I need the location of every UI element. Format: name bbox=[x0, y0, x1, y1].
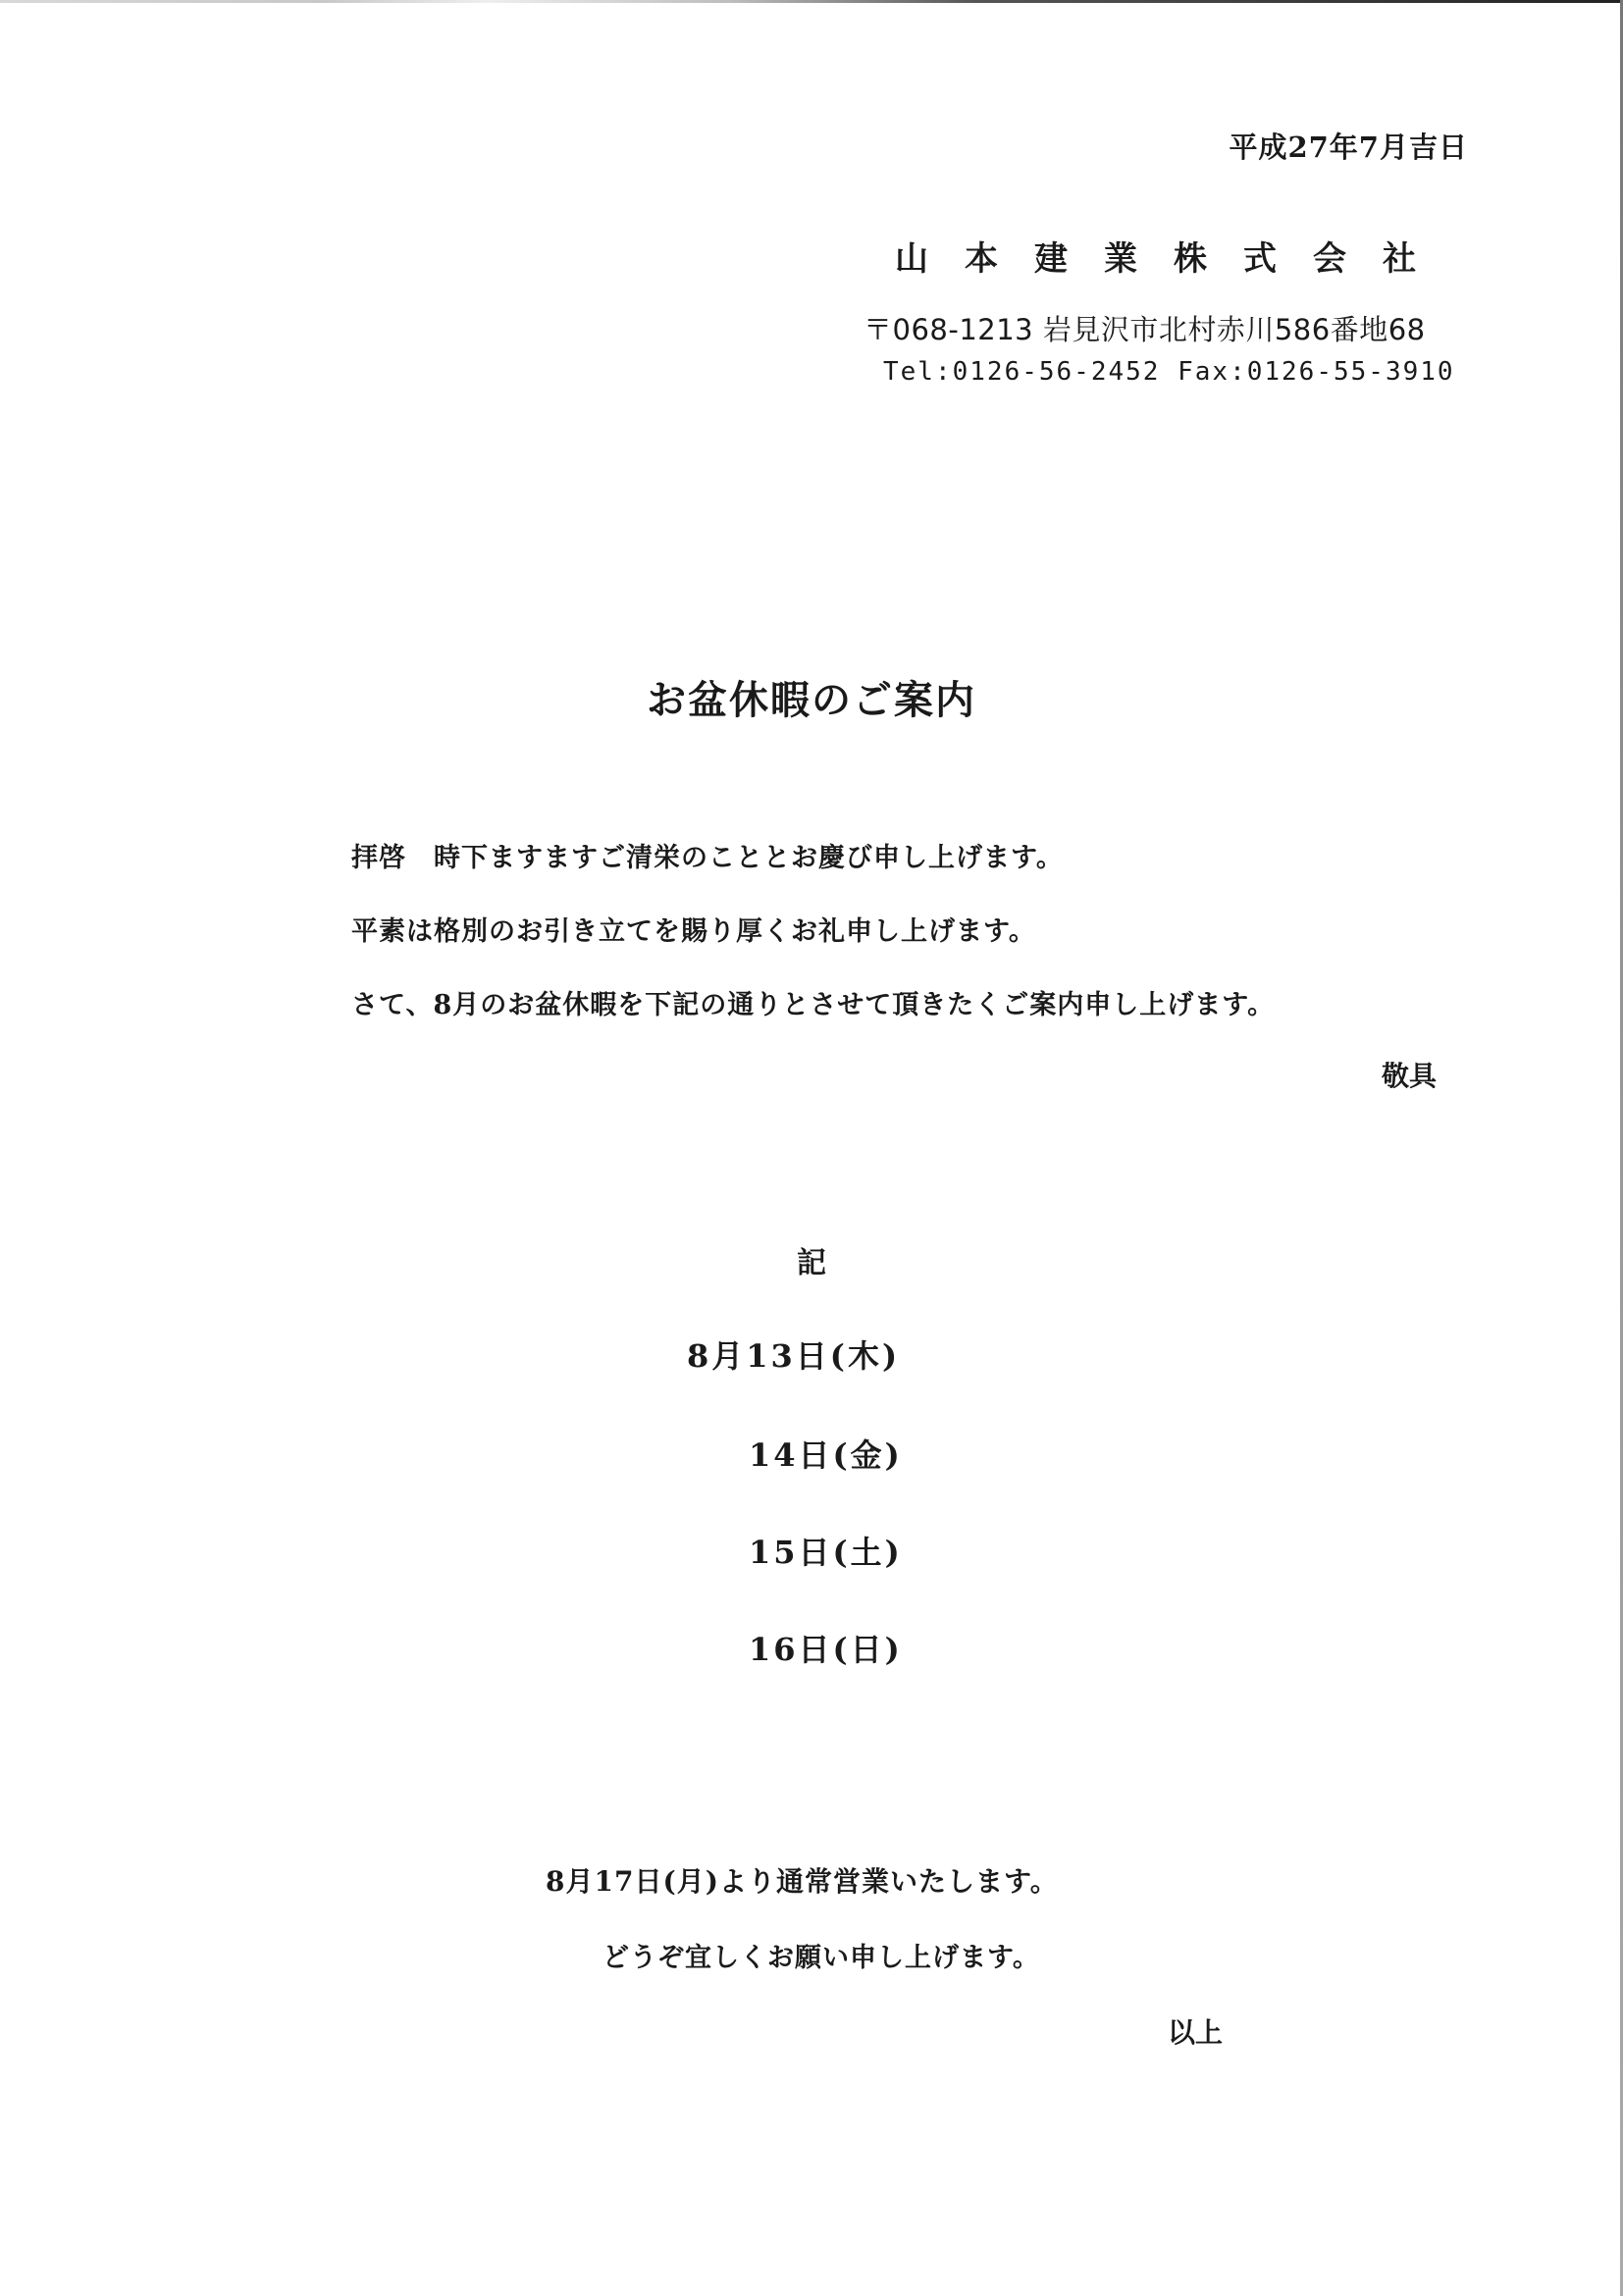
scan-edge-top bbox=[0, 0, 1623, 3]
closing-salutation: 敬具 bbox=[1381, 1060, 1437, 1092]
company-contact: Tel:0126-56-2452 Fax:0126-55-3910 bbox=[883, 357, 1455, 387]
end-mark: 以上 bbox=[1168, 2016, 1224, 2049]
holiday-date: 16日(日) bbox=[749, 1631, 903, 1668]
holiday-date: 15日(土) bbox=[749, 1534, 903, 1571]
resume-notice: 8月17日(月)より通常営業いたします。 bbox=[546, 1865, 1059, 1898]
document-title: お盆休暇のご案内 bbox=[647, 677, 976, 723]
company-name: 山本建業株式会社 bbox=[895, 239, 1452, 279]
ki-heading: 記 bbox=[797, 1246, 826, 1280]
body-line-greeting: 拝啓 時下ますますご清栄のこととお慶び申し上げます。 bbox=[351, 843, 1064, 873]
company-address: 〒068-1213 岩見沢市北村赤川586番地68 bbox=[864, 313, 1426, 346]
body-line-thanks: 平素は格別のお引き立てを賜り厚くお礼申し上げます。 bbox=[351, 916, 1036, 947]
body-line-announcement: さて、8月のお盆休暇を下記の通りとさせて頂きたくご案内申し上げます。 bbox=[351, 990, 1276, 1020]
regards-line: どうぞ宜しくお願い申し上げます。 bbox=[602, 1943, 1040, 1973]
holiday-date: 8月13日(木) bbox=[687, 1337, 901, 1375]
holiday-date: 14日(金) bbox=[749, 1436, 903, 1474]
document-date: 平成27年7月吉日 bbox=[1229, 130, 1468, 164]
